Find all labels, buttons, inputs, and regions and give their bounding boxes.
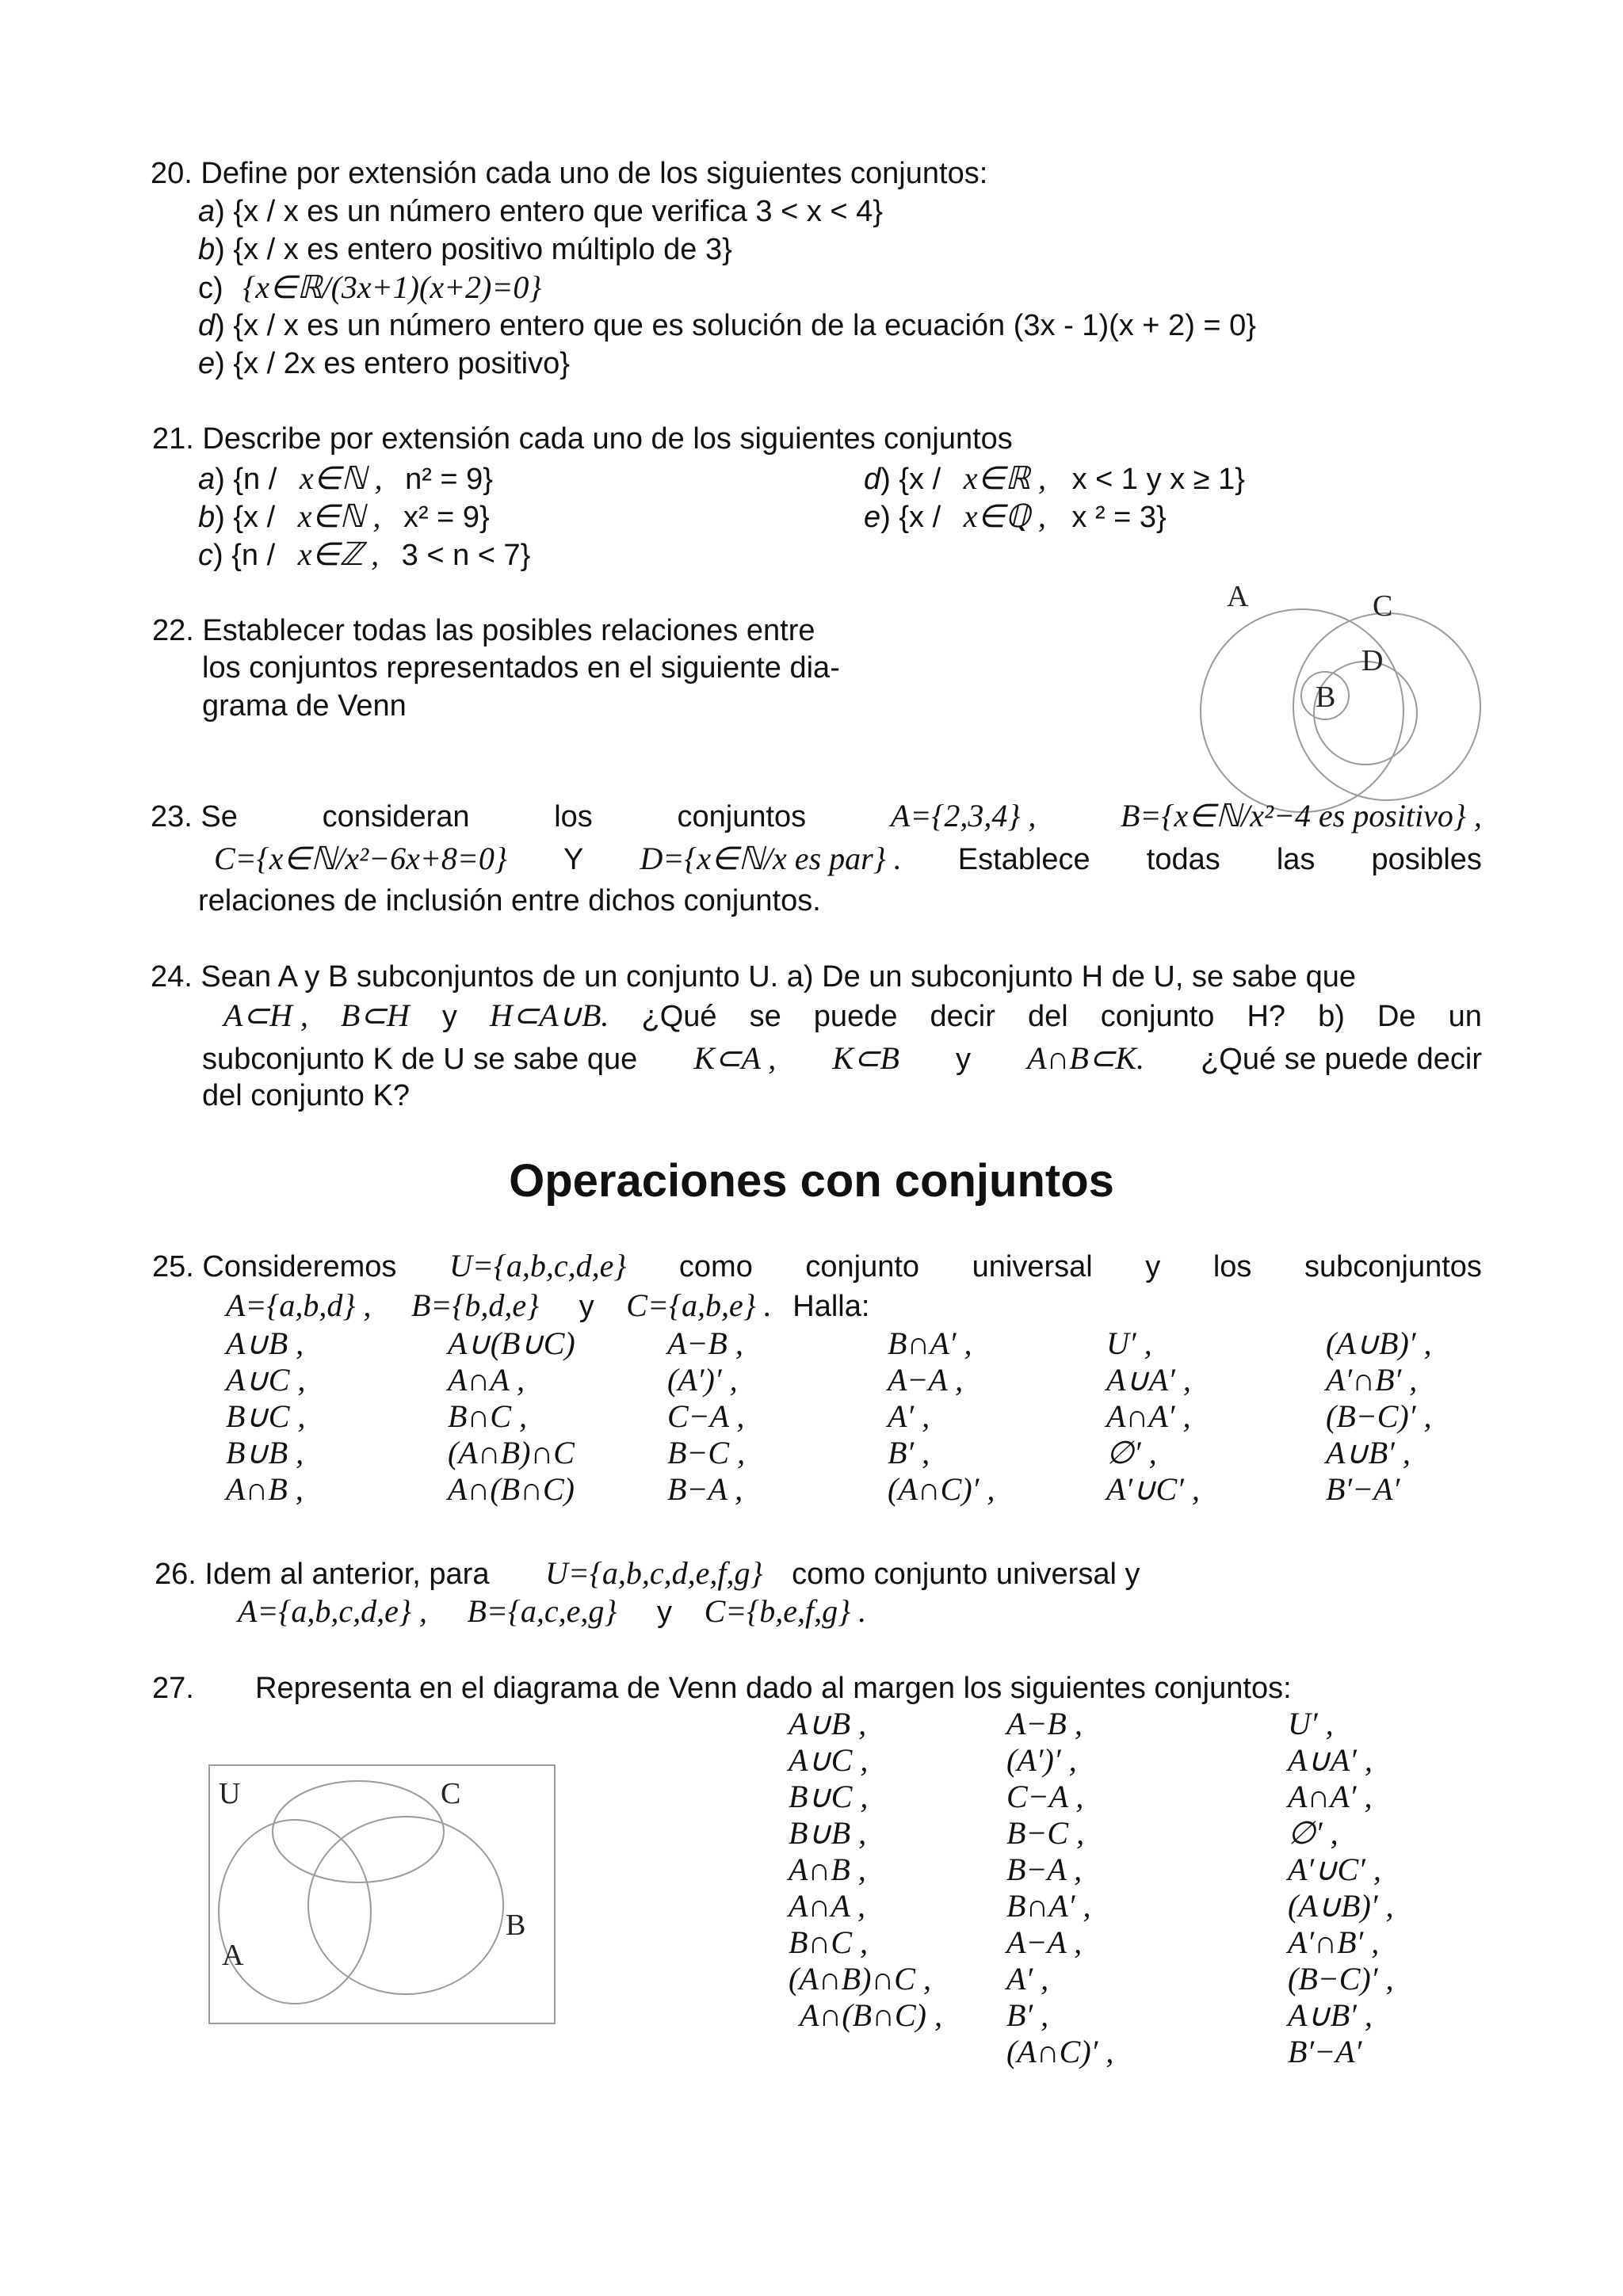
q23-w2: consideran: [322, 800, 470, 833]
q26-y: y: [657, 1596, 672, 1629]
q21-item-b: [198, 498, 490, 534]
q20-item-e: [198, 349, 570, 379]
q23-t4: posibles: [1371, 843, 1482, 876]
q23-line1: [151, 800, 1482, 832]
q24-l2i: De: [1377, 1000, 1416, 1033]
q27-col1-item: A∩B ,: [789, 1852, 866, 1887]
q23-set-c: C={x∈ℕ/x²−6x+8=0}: [214, 841, 507, 876]
q22-line3: grama de Venn: [202, 689, 407, 723]
q23-y: Y: [563, 843, 584, 876]
q23-w1: 23. Se: [151, 800, 238, 833]
q21-e-pre: ) {x /: [880, 501, 941, 534]
q25-cell: C−A ,: [667, 1398, 745, 1434]
venn-circle-a: [1201, 609, 1403, 812]
q21-a-label: a: [198, 463, 216, 496]
venn-set-b-ellipse: [308, 1817, 503, 1994]
q27-col1-item: B∪B ,: [789, 1815, 867, 1851]
q21-item-c: [198, 536, 531, 572]
q20-item-b: [198, 235, 732, 265]
q21-e-post: x ² = 3}: [1071, 501, 1167, 534]
q27-col3-item: (B−C)′ ,: [1288, 1961, 1394, 1997]
q21-a-math: x∈ℕ ,: [299, 460, 383, 496]
q27-col1-item: A∩(B∩C) ,: [800, 1997, 942, 2033]
q25-cell: (A′)′ ,: [667, 1362, 738, 1398]
q25-cell: (A∩B)∩C: [448, 1435, 575, 1470]
q26-set-b: B={a,c,e,g}: [467, 1593, 617, 1629]
q23-t2: todas: [1146, 843, 1220, 876]
q25-cell: A∪(B∪C): [448, 1325, 575, 1361]
q25-cell: B∩C ,: [448, 1398, 527, 1434]
q27-col1-item: B∪C ,: [789, 1779, 869, 1814]
q27-col3-item: A∩A′ ,: [1288, 1779, 1373, 1814]
q24-l2j: un: [1448, 1000, 1482, 1033]
q25-cell: (A∪B)′ ,: [1326, 1325, 1432, 1361]
q21-b-label: b: [198, 501, 216, 534]
q24-l2d: decir: [930, 1000, 995, 1033]
q23-t3: las: [1276, 843, 1316, 876]
q25-cell: B−A ,: [667, 1471, 743, 1507]
q20-a-label: a: [198, 195, 216, 228]
q25-cell: A∩B ,: [226, 1471, 304, 1507]
q23-w3: los: [554, 800, 593, 833]
q25-cell: B∪B ,: [226, 1435, 304, 1470]
q27-col1-item: A∪C ,: [789, 1742, 869, 1778]
q26-set-u: U={a,b,c,d,e,f,g}: [545, 1555, 763, 1591]
q25-cell: B−C ,: [667, 1435, 746, 1470]
q21-a-post: n² = 9}: [405, 463, 493, 496]
q24-l2a: ¿Qué: [641, 1000, 717, 1033]
venn-diagram-q22: [1197, 578, 1482, 832]
q26-pre: 26. Idem al anterior, para: [155, 1558, 490, 1591]
q27-col1-item: B∩C ,: [789, 1924, 868, 1960]
q21-c-math: x∈ℤ ,: [297, 536, 380, 572]
q21-c-post: 3 < n < 7}: [401, 539, 531, 572]
q23-line2: [214, 843, 1482, 875]
q20-item-a: [198, 196, 883, 227]
q25-cell: B∩A′ ,: [888, 1325, 972, 1361]
q24-l2h: b): [1318, 1000, 1345, 1033]
q25-cell: A∩(B∩C): [448, 1471, 575, 1507]
q25-cell: A′∪C′ ,: [1106, 1471, 1200, 1507]
q23-line3: relaciones de inclusión entre dichos conjuntos.: [198, 884, 821, 917]
q21-e-math: x∈ℚ ,: [963, 498, 1046, 534]
q25-cell: B′−A′: [1326, 1471, 1400, 1507]
q25-cell: U′ ,: [1106, 1325, 1152, 1361]
q24-m5: K⊂B: [832, 1040, 899, 1076]
q27-col2-item: B′ ,: [1006, 1997, 1049, 2033]
q24-l2g: H?: [1247, 1000, 1286, 1033]
q24-l3pre: subconjunto K de U se sabe que: [202, 1043, 638, 1076]
q25-w5: y: [1145, 1250, 1161, 1283]
q21-d-pre: ) {x /: [880, 463, 941, 496]
q24-l3post: ¿Qué se puede decir: [1201, 1043, 1482, 1076]
venn-label-a: A: [1227, 580, 1249, 613]
q26-set-a: A={a,b,c,d,e} ,: [238, 1593, 427, 1629]
q25-cell: A′∩B′ ,: [1326, 1362, 1418, 1398]
q20-b-label: b: [198, 233, 216, 266]
q25-set-c: C={a,b,e} .: [626, 1287, 772, 1323]
q27-col2-item: B−A ,: [1006, 1852, 1083, 1887]
q20-item-c: [198, 269, 542, 305]
q25-w2: como: [678, 1250, 753, 1283]
q26-set-c: C={b,e,f,g} .: [704, 1593, 867, 1629]
q25-cell: (B−C)′ ,: [1326, 1398, 1432, 1434]
q25-set-b: B={b,d,e}: [411, 1287, 540, 1323]
q27-col3-item: A∪B′ ,: [1288, 1997, 1373, 2033]
q27-col2-item: (A∩C)′ ,: [1006, 2034, 1114, 2069]
venn27-label-u: U: [219, 1777, 241, 1810]
q21-d-math: x∈ℝ ,: [963, 460, 1047, 496]
q21-d-label: d: [864, 463, 881, 496]
q20-e-text: ) {x / 2x es entero positivo}: [215, 347, 570, 380]
q27-col2-item: (A′)′ ,: [1006, 1742, 1077, 1778]
q27-col2-item: A−B ,: [1006, 1706, 1083, 1741]
q27-col3-item: (A∪B)′ ,: [1288, 1888, 1394, 1924]
q27-col3-item: U′ ,: [1288, 1706, 1334, 1741]
q27-col2-item: C−A ,: [1006, 1779, 1084, 1814]
q25-cell: A−B ,: [667, 1325, 743, 1361]
q23-w4: conjuntos: [677, 800, 807, 833]
q25-cell: A′ ,: [888, 1398, 930, 1434]
q25-w6: los: [1212, 1250, 1252, 1283]
q25-cell: B∪C ,: [226, 1398, 306, 1434]
q25-line1: [152, 1250, 1482, 1282]
q24-y1: y: [441, 1000, 457, 1033]
q25-w7: subconjuntos: [1304, 1250, 1482, 1283]
q27-col3-item: A∪A′ ,: [1288, 1742, 1373, 1778]
q24-line1: 24. Sean A y B subconjuntos de un conjunto U. a) De un subconjunto H de U, se sabe que: [151, 960, 1357, 994]
q21-e-label: e: [864, 501, 881, 534]
q21-b-post: x² = 9}: [403, 501, 490, 534]
q25-line2: [226, 1287, 870, 1323]
q25-cell: A∩A′ ,: [1106, 1398, 1191, 1434]
q27-col1-item: A∩A ,: [789, 1888, 866, 1924]
q25-set-u: U={a,b,c,d,e}: [449, 1248, 627, 1283]
venn-label-c: C: [1373, 589, 1393, 623]
q21-item-d: [864, 460, 1245, 496]
q27-col2-item: B−C ,: [1006, 1815, 1085, 1851]
venn27-label-b: B: [506, 1909, 526, 1942]
q21-item-a: [198, 460, 493, 496]
q25-w4: universal: [972, 1250, 1093, 1283]
q24-l2b: se: [749, 1000, 781, 1033]
q27-col1-item: A∪B ,: [789, 1706, 867, 1741]
q25-cell: A∪B′ ,: [1326, 1435, 1411, 1470]
q27-col3-item: B′−A′: [1288, 2034, 1362, 2069]
q21-intro: 21. Describe por extensión cada uno de los siguientes conjuntos: [152, 422, 1013, 456]
q21-item-e: [864, 498, 1167, 534]
q24-l2e: del: [1027, 1000, 1068, 1033]
venn-label-d: D: [1361, 644, 1384, 677]
q27-col2-item: A−A ,: [1006, 1924, 1083, 1960]
q27-number: 27.: [152, 1672, 194, 1705]
q24-m4: K⊂A ,: [693, 1040, 777, 1076]
q25-set-a: A={a,b,d} ,: [226, 1287, 372, 1323]
q27-col3-item: A′∩B′ ,: [1288, 1924, 1380, 1960]
q24-line4: del conjunto K?: [202, 1079, 410, 1112]
q25-cell: A−A ,: [888, 1362, 964, 1398]
q21-c-label: c: [198, 539, 213, 572]
q25-cell: A∩A ,: [448, 1362, 525, 1398]
venn-label-b: B: [1316, 681, 1336, 714]
q20-d-text: ) {x / x es un número entero que es solución de la ecuación (3x - 1)(x + 2) = 0}: [215, 309, 1256, 342]
q27-col2-item: A′ ,: [1006, 1961, 1049, 1997]
q23-set-a: A={2,3,4} ,: [890, 798, 1037, 833]
q24-line2: [223, 997, 1482, 1033]
q20-c-label: c): [198, 272, 223, 305]
q20-c-math: {x∈ℝ/(3x+1)(x+2)=0}: [242, 269, 542, 305]
q24-l2c: puede: [813, 1000, 898, 1033]
q20-item-d: [198, 311, 1256, 341]
q25-cell: A∪B ,: [226, 1325, 304, 1361]
q25-w1: 25. Consideremos: [152, 1250, 397, 1283]
q27-col2-item: B∩A′ ,: [1006, 1888, 1091, 1924]
q25-cell: B′ ,: [888, 1435, 930, 1470]
q25-y: y: [579, 1290, 594, 1323]
q20-a-text: ) {x / x es un número entero que verifica 3 < x < 4}: [215, 195, 883, 228]
q20-b-text: ) {x / x es entero positivo múltiplo de 3}: [215, 233, 732, 266]
q24-m1: A⊂H ,: [223, 997, 308, 1033]
q24-m2: B⊂H: [340, 997, 410, 1033]
venn27-label-c: C: [441, 1777, 461, 1810]
q23-set-b: B={x∈ℕ/x²−4 es positivo} ,: [1121, 798, 1482, 833]
section-title: Operaciones con conjuntos: [509, 1155, 1114, 1207]
q24-line3: [202, 1040, 1482, 1076]
q25-cell: A∪C ,: [226, 1362, 306, 1398]
q25-halla: Halla:: [792, 1290, 870, 1323]
q20-d-label: d: [198, 309, 216, 342]
q20-intro: 20. Define por extensión cada uno de los siguientes conjuntos:: [151, 157, 988, 190]
venn27-label-a: A: [222, 1939, 244, 1972]
q27-col3-item: ∅′ ,: [1288, 1815, 1338, 1851]
q23-set-d: D={x∈ℕ/x es par} .: [640, 841, 902, 876]
q26-post: como conjunto universal y: [792, 1558, 1140, 1591]
q21-c-pre: ) {n /: [213, 539, 276, 572]
q23-t1: Establece: [957, 843, 1090, 876]
q27-col3-item: A′∪C′ ,: [1288, 1852, 1381, 1887]
q24-y2: y: [956, 1043, 972, 1076]
q27-text: Representa en el diagrama de Venn dado al margen los siguientes conjuntos:: [255, 1672, 1292, 1705]
q21-b-pre: ) {x /: [215, 501, 276, 534]
q25-w3: conjunto: [805, 1250, 920, 1283]
q22-line2: los conjuntos representados en el siguiente dia-: [202, 651, 840, 685]
q24-m6: A∩B⊂K.: [1027, 1040, 1145, 1076]
q27-col1-item: (A∩B)∩C ,: [789, 1961, 931, 1997]
q20-e-label: e: [198, 347, 216, 380]
q26-line1: [155, 1555, 1140, 1591]
venn-set-c-ellipse: [273, 1781, 444, 1882]
q24-m3: H⊂A∪B.: [489, 997, 609, 1033]
q25-cell: (A∩C)′ ,: [888, 1471, 995, 1507]
q24-l2f: conjunto: [1100, 1000, 1215, 1033]
q21-b-math: x∈ℕ ,: [297, 498, 381, 534]
q21-a-pre: ) {n /: [215, 463, 277, 496]
q22-line1: 22. Establecer todas las posibles relaciones entre: [152, 614, 815, 647]
q25-cell: ∅′ ,: [1106, 1435, 1157, 1470]
q26-line2: [238, 1593, 867, 1629]
q21-d-post: x < 1 y x ≥ 1}: [1071, 463, 1245, 496]
q25-cell: A∪A′ ,: [1106, 1362, 1191, 1398]
venn-diagram-q27: [206, 1759, 563, 2036]
